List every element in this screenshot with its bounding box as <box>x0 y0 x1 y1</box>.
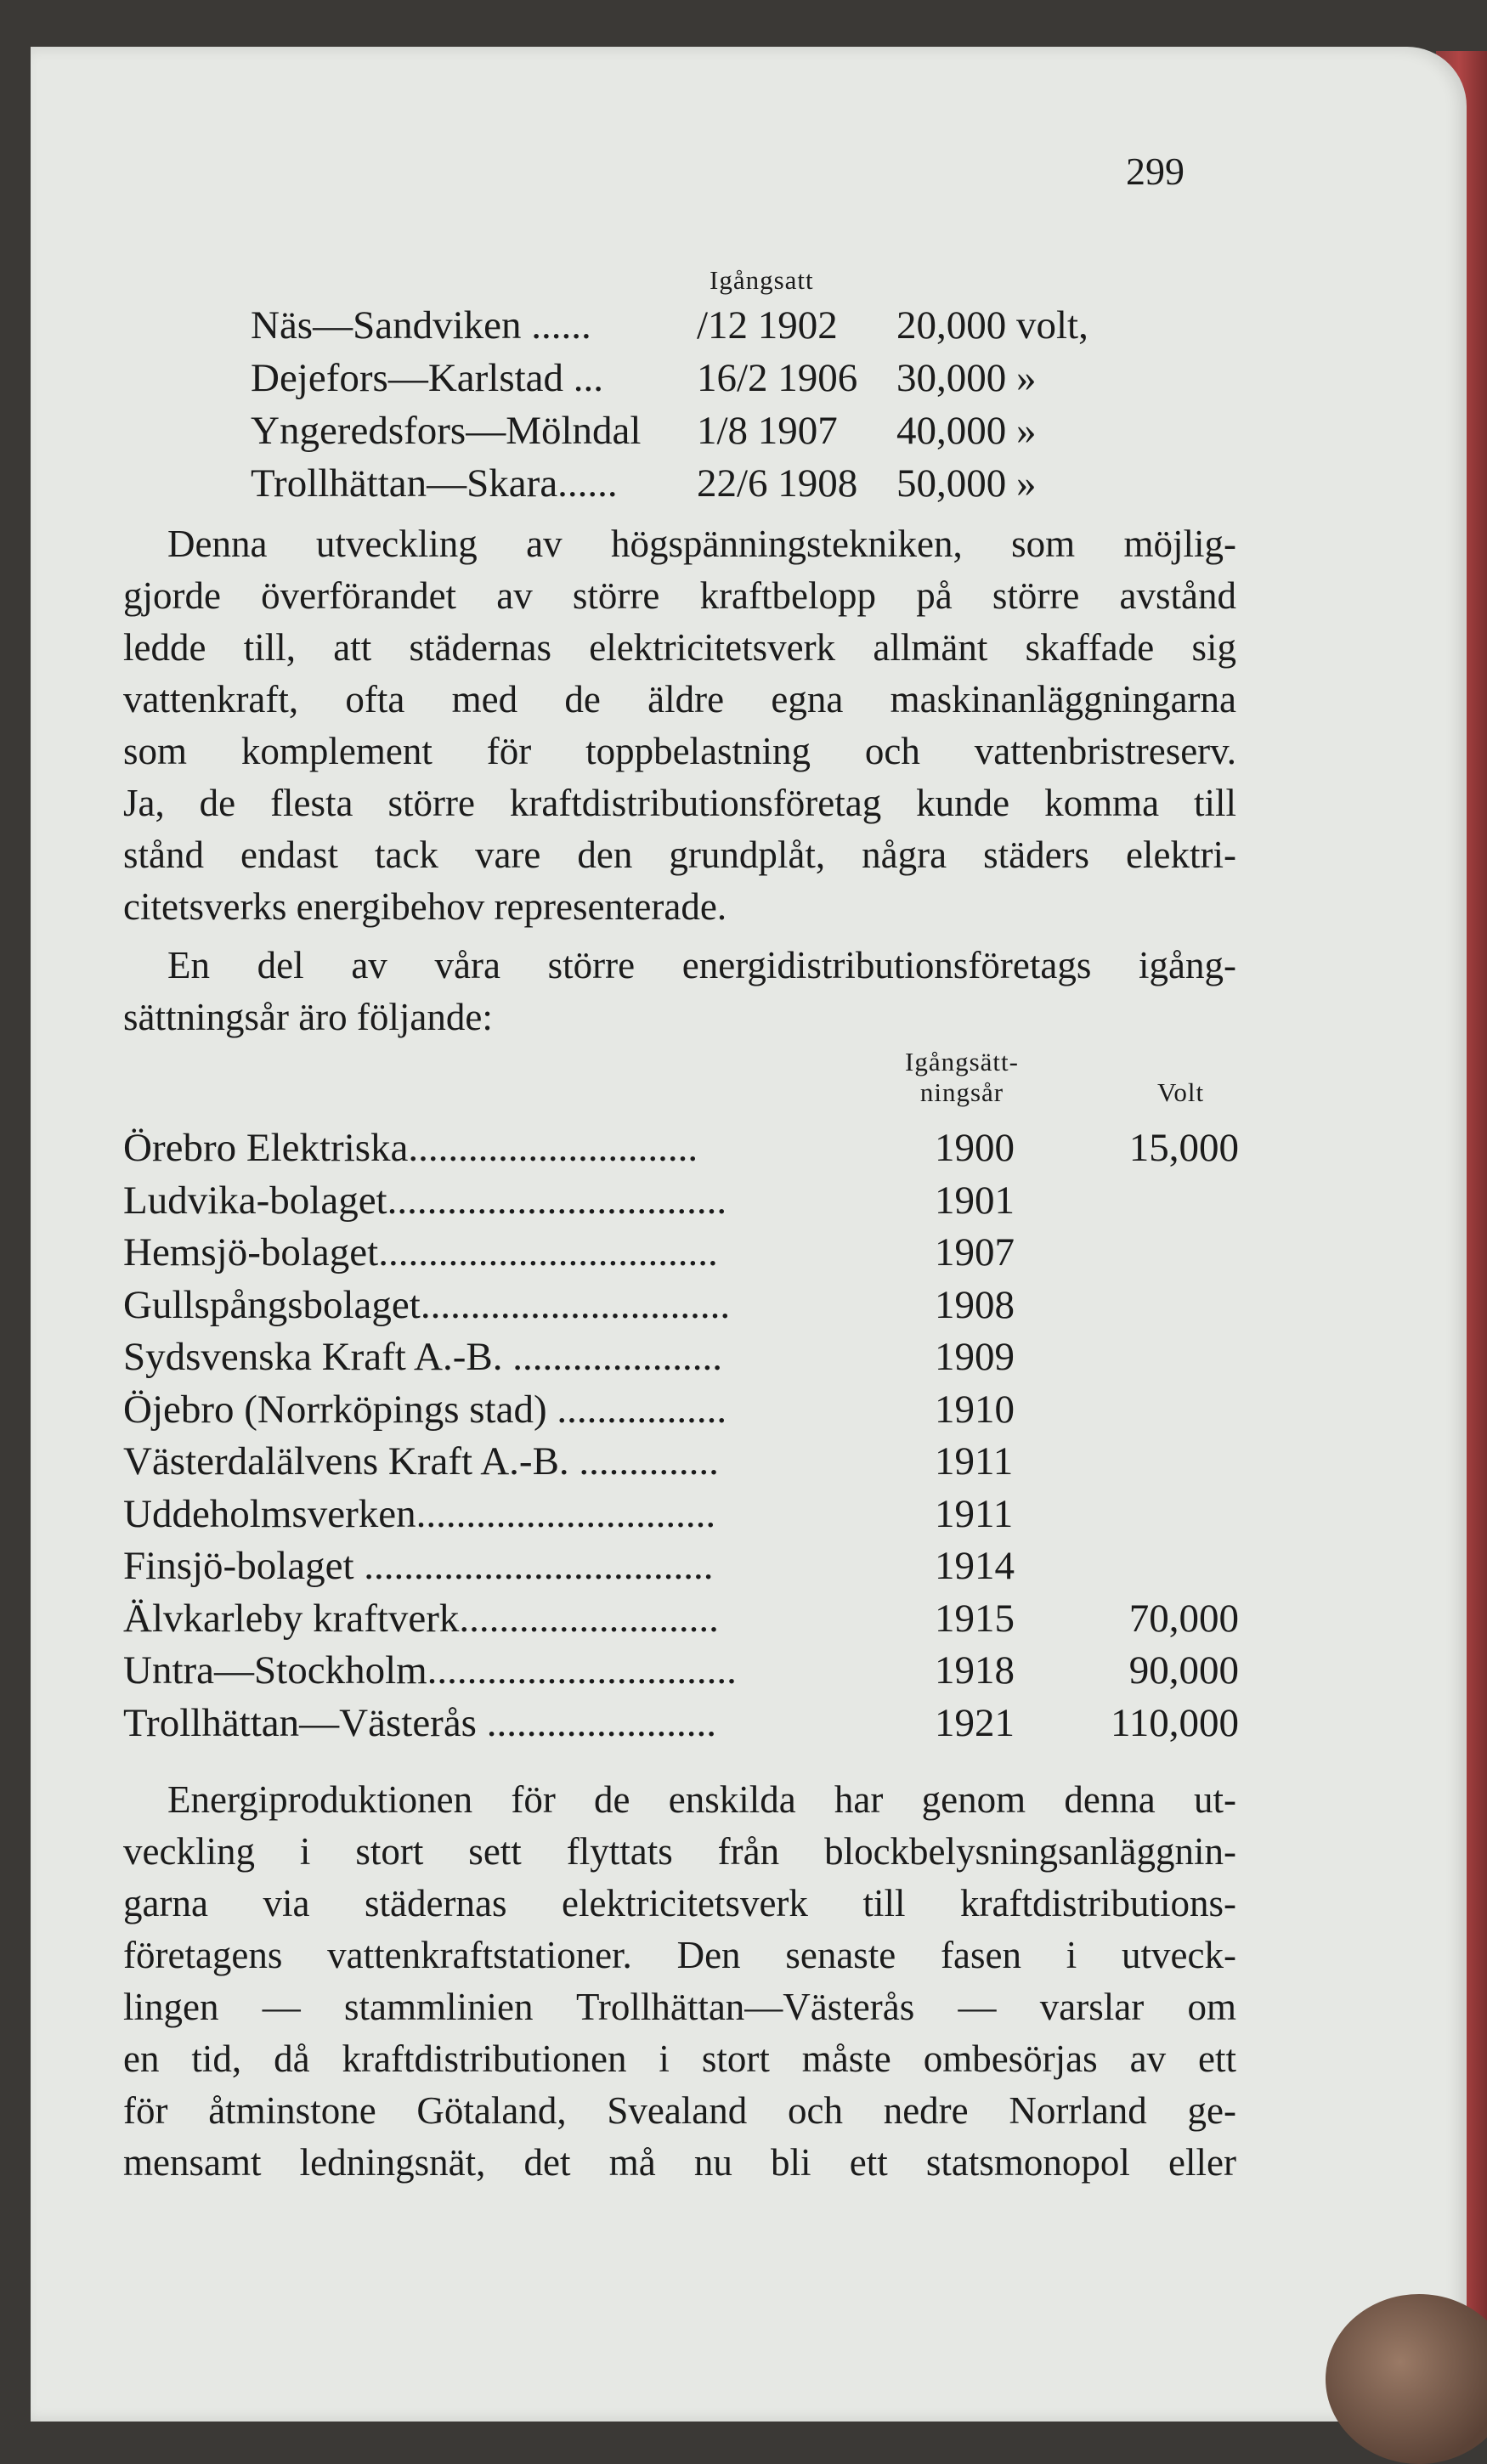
text-line: en tid, då kraftdistributionen i stort måste ombesörjas av ett <box>123 2037 1236 2080</box>
page-number: 299 <box>1126 150 1185 193</box>
text-line: som komplement för toppbelastning och vattenbristreserv. <box>123 730 1236 772</box>
table1-route: Näs—Sandviken ...... <box>251 303 591 348</box>
text-line: Ja, de flesta större kraftdistributionsföretag kunde komma till <box>123 782 1236 824</box>
text-line: Energiproduktionen för de enskilda har genom denna ut- <box>167 1778 1236 1821</box>
company-name: Örebro Elektriska............................. <box>123 1126 698 1170</box>
start-year: 1914 <box>935 1544 1015 1588</box>
voltage: 15,000 <box>1128 1126 1239 1170</box>
start-year: 1911 <box>935 1439 1014 1483</box>
text-line: företagens vattenkraftstationer. Den senaste fasen i utveck- <box>123 1934 1236 1976</box>
company-name: Hemsjö-bolaget.................................. <box>123 1230 718 1274</box>
company-name: Öjebro (Norrköpings stad) ................. <box>123 1387 727 1432</box>
start-year: 1901 <box>935 1178 1015 1223</box>
table1-header: Igångsatt <box>710 265 814 295</box>
start-year: 1907 <box>935 1230 1015 1274</box>
text-line: veckling i stort sett flyttats från blockbelysningsanläggnin- <box>123 1830 1236 1873</box>
start-year: 1909 <box>935 1335 1015 1379</box>
text-line: gjorde överförandet av större kraftbelopp på större avstånd <box>123 574 1236 617</box>
company-name: Uddeholmsverken.............................. <box>123 1492 716 1536</box>
table2-header-volt: Volt <box>1157 1077 1205 1107</box>
voltage: 70,000 <box>1128 1597 1239 1641</box>
table1-date: 1/8 1907 <box>697 409 838 453</box>
start-year: 1911 <box>935 1492 1014 1536</box>
voltage: 110,000 <box>1110 1701 1239 1745</box>
company-name: Älvkarleby kraftverk.......................... <box>123 1597 719 1641</box>
text-line: citetsverks energibehov representerade. <box>123 885 727 928</box>
company-name: Finsjö-bolaget ................................... <box>123 1544 714 1588</box>
paragraph-2 <box>123 940 1236 1043</box>
text-line: garna via städernas elektricitetsverk till kraftdistributions- <box>123 1882 1236 1924</box>
start-year: 1910 <box>935 1387 1015 1432</box>
text-line: vattenkraft, ofta med de äldre egna maskinanläggningarna <box>123 678 1236 721</box>
company-name: Untra—Stockholm............................... <box>123 1648 737 1693</box>
text-line: sättningsår äro följande: <box>123 996 493 1038</box>
text-line: stånd endast tack vare den grundplåt, några städers elektri- <box>123 834 1236 876</box>
table1-date: 16/2 1906 <box>697 356 858 400</box>
table1-route: Yngeredsfors—Mölndal <box>251 409 642 453</box>
table1-volt: 20,000 volt, <box>896 303 1088 348</box>
company-name: Trollhättan—Västerås ....................... <box>123 1701 716 1745</box>
text-line: lingen — stammlinien Trollhättan—Västerås — varslar om <box>123 1986 1236 2028</box>
voltage: 90,000 <box>1128 1648 1239 1693</box>
table1-route: Trollhättan—Skara...... <box>251 461 618 506</box>
paragraph-1 <box>123 518 1236 933</box>
company-name: Gullspångsbolaget............................... <box>123 1283 731 1327</box>
company-name: Västerdalälvens Kraft A.-B. .............. <box>123 1439 719 1483</box>
text-line: En del av våra större energidistributionsföretags igång- <box>167 944 1236 986</box>
table2-header-year <box>905 1047 1019 1107</box>
table1-date: 22/6 1908 <box>697 461 858 506</box>
table1-volt: 40,000 » <box>896 409 1037 453</box>
text-line: ledde till, att städernas elektricitetsverk allmänt skaffade sig <box>123 626 1236 669</box>
table1-route: Dejefors—Karlstad ... <box>251 356 604 400</box>
table2-header-year-line1: Igångsätt- <box>905 1047 1019 1077</box>
start-year: 1915 <box>935 1597 1015 1641</box>
table1-volt: 50,000 » <box>896 461 1037 506</box>
start-year: 1918 <box>935 1648 1015 1693</box>
company-name: Ludvika-bolaget.................................. <box>123 1178 727 1223</box>
start-year: 1908 <box>935 1283 1015 1327</box>
table2-header-year-line2: ningsår <box>919 1077 1004 1107</box>
text-line: Denna utveckling av högspänningstekniken, som möjlig- <box>167 523 1236 565</box>
paragraph-3 <box>123 1774 1236 2189</box>
text-line: för åtminstone Götaland, Svealand och nedre Norrland ge- <box>123 2089 1236 2132</box>
table1-volt: 30,000 » <box>896 356 1037 400</box>
company-name: Sydsvenska Kraft A.-B. ..................... <box>123 1335 722 1379</box>
text-line: mensamt ledningsnät, det må nu bli ett statsmonopol eller <box>123 2141 1236 2184</box>
start-year: 1921 <box>935 1701 1015 1745</box>
start-year: 1900 <box>935 1126 1015 1170</box>
table1-date: /12 1902 <box>697 303 838 348</box>
